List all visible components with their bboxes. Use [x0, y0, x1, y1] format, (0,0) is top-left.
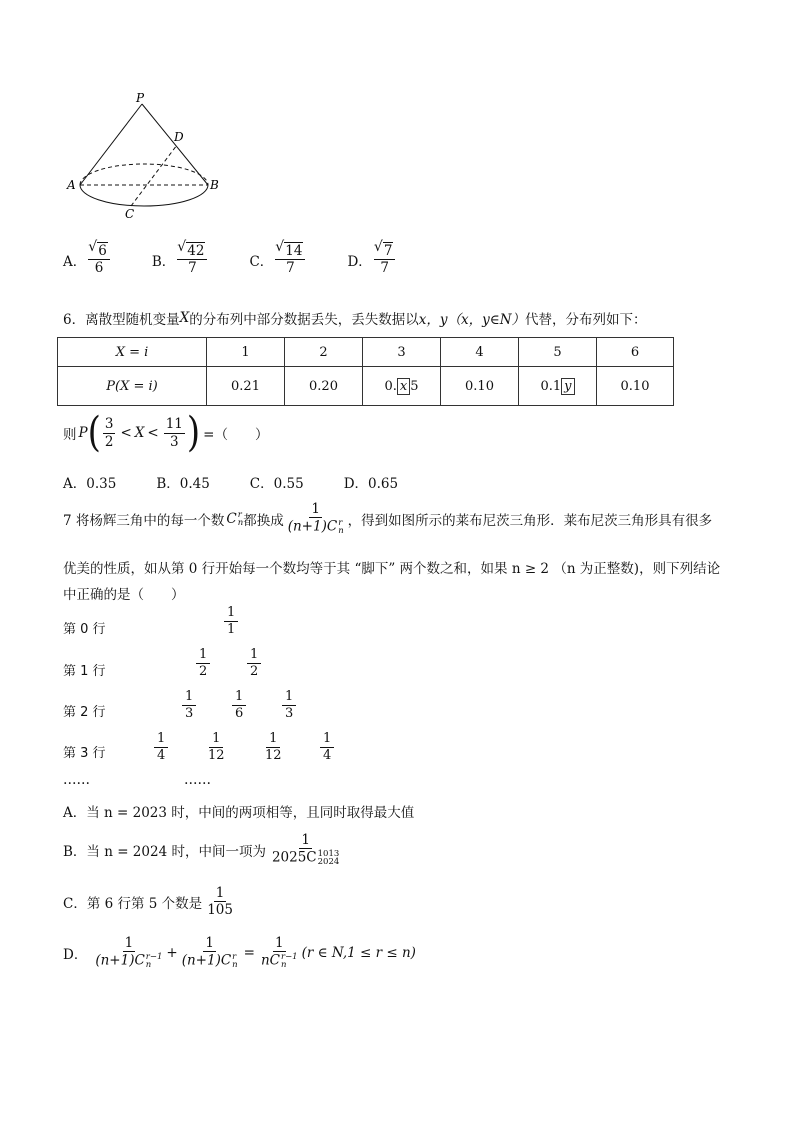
triangle-cell: $\frac{1}{3}$ — [182, 690, 196, 722]
q7-option-a[interactable]: A．当 n = 2023 时，中间的两项相等，且同时取得最大值 — [63, 805, 415, 821]
cone-edge-pb — [142, 104, 208, 185]
triangle-cell: $\frac{1}{2}$ — [247, 648, 261, 680]
triangle-cell: $\frac{1}{12}$ — [265, 731, 282, 764]
triangle-cell: $\frac{1}{6}$ — [232, 690, 246, 722]
p3-cell: 0. x 5 — [363, 367, 441, 406]
triangle-cell: $\frac{1}{3}$ — [282, 690, 296, 722]
q7-option-c[interactable]: C．第 6 行第 5 个数是 $\frac{1}{105}$ — [63, 885, 233, 919]
label-d: D — [174, 130, 184, 144]
label-b: B — [210, 178, 219, 192]
triangle-cell: $\frac{1}{4}$ — [320, 732, 334, 764]
cone-figure — [60, 88, 230, 223]
q6-question: 则 P ( $\frac{3}{2}$ < X < $\frac{11}{3}$ ) =（ ） — [63, 409, 269, 457]
triangle-cell: $\frac{1}{12}$ — [208, 731, 225, 764]
triangle-cell: $\frac{1}{2}$ — [196, 648, 210, 680]
cone-segment-cd — [131, 145, 177, 206]
table-row: X = i 1 2 3 4 5 6 — [58, 338, 674, 367]
cone-base-back — [80, 164, 208, 185]
row-label-1: 第 1 行 — [63, 664, 106, 679]
q6-options — [63, 472, 438, 492]
ellipsis-mid: …… — [184, 772, 211, 788]
q6-stem: 6．离散型随机变量 X 的分布列中部分数据丢失，丢失数据以 x，y（x，y∈N） 代替，分布列如下： — [63, 310, 647, 328]
q7-option-b[interactable]: B．当 n = 2024 时，中间一项为 1 2025C 1013 2024 — [63, 832, 340, 868]
row-label-2: 第 2 行 — [63, 705, 106, 720]
ellipsis-left: …… — [63, 772, 90, 788]
p5-cell: 0.1 y — [519, 367, 597, 406]
q5-option-d[interactable]: D． √ $\frac{7}{7}$ — [347, 244, 397, 275]
label-p: P — [136, 91, 145, 105]
triangle-cell: $\frac{1}{4}$ — [154, 732, 168, 764]
table-row: P(X = i) 0.21 0.20 0. x 5 0.10 0.1 y 0.10 — [58, 367, 674, 406]
q5-option-c[interactable]: C． √ $\frac{14}{7}$ — [249, 244, 307, 275]
distribution-table — [57, 337, 674, 406]
q6-option-c[interactable]: C．0.55 — [249, 476, 304, 492]
missing-y-box: y — [561, 378, 574, 395]
cone-edge-pa — [80, 104, 142, 185]
missing-x-box: x — [397, 378, 410, 395]
row-label-0: 第 0 行 — [63, 622, 106, 637]
q7-line-3: 中正确的是（ ） — [63, 587, 185, 603]
q7-line-1: 7 将杨辉三角中的每一个数 C r n 都换成 1 (n+1)C r n ，得到如图所示的莱布尼茨三角形．莱布尼茨三角形具有很多 — [63, 501, 713, 537]
label-c: C — [125, 207, 135, 221]
q6-option-a[interactable]: A．0.35 — [63, 476, 117, 492]
q5-option-b[interactable]: B． √ $\frac{42}{7}$ — [152, 244, 210, 275]
q5-options — [63, 244, 437, 275]
q7-option-d[interactable]: D． 1 (n+1)C r−1 n + 1 (n+1)C r n = 1 nC r−1 n (r ∈ N,1 ≤ r ≤ n) — [63, 935, 416, 971]
q5-option-a[interactable]: A． √ $\frac{6}{6}$ — [63, 244, 112, 275]
q6-option-d[interactable]: D．0.65 — [343, 476, 399, 492]
row-label-3: 第 3 行 — [63, 746, 106, 761]
label-a: A — [67, 178, 76, 192]
q6-option-b[interactable]: B．0.45 — [156, 476, 210, 492]
triangle-cell: $\frac{1}{1}$ — [224, 606, 238, 638]
q7-line-2: 优美的性质，如从第 0 行开始每一个数均等于其 “脚下” 两个数之和，如果 n ≥ 2 （n 为正整数)，则下列结论 — [63, 561, 721, 577]
